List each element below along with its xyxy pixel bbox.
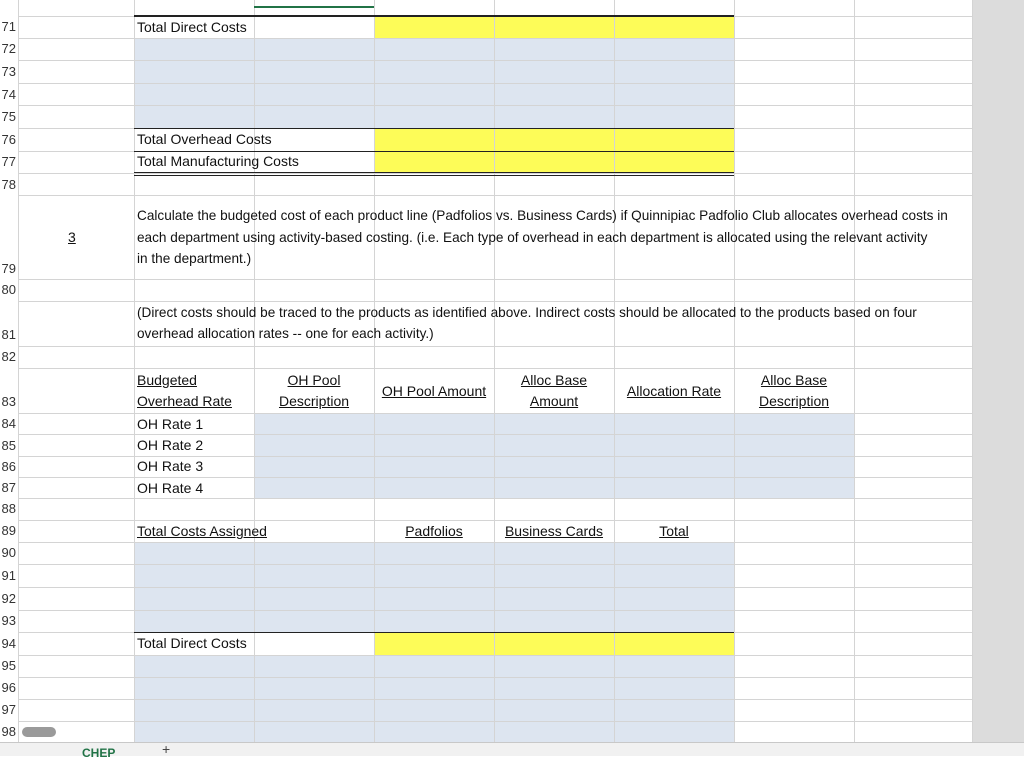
row-number[interactable]: 83 xyxy=(1,394,16,409)
row-number[interactable]: 82 xyxy=(1,349,16,364)
header-oh-pool-description-1: OH Pool xyxy=(287,372,341,388)
gridline xyxy=(18,195,972,196)
row-number[interactable]: 89 xyxy=(1,523,16,538)
row-number[interactable]: 73 xyxy=(1,64,16,79)
question-text-line-1: Calculate the budgeted cost of each product line (Padfolios vs. Business Cards) if Quinnipiac Padfolio Club allocates overhead costs in xyxy=(137,208,948,223)
header-oh-pool-amount: OH Pool Amount xyxy=(381,383,487,399)
row-number[interactable]: 94 xyxy=(1,636,16,651)
gridline xyxy=(18,346,972,347)
row-number[interactable]: 92 xyxy=(1,591,16,606)
double-underline-2 xyxy=(134,175,734,176)
double-underline-1 xyxy=(134,172,734,173)
row-number[interactable]: 71 xyxy=(1,19,16,34)
question-text-line-3: in the department.) xyxy=(137,251,252,266)
row-number[interactable]: 95 xyxy=(1,658,16,673)
note-line-1: (Direct costs should be traced to the products as identified above. Indirect costs should be allocated to the products based on four xyxy=(137,305,917,320)
header-alloc-base-description-2: Description xyxy=(758,393,830,409)
gridline xyxy=(18,38,972,39)
header-budgeted-overhead-rate-2: Overhead Rate xyxy=(137,393,232,409)
gridline xyxy=(18,60,972,61)
sheet-overflow-area xyxy=(973,0,1024,742)
row-number[interactable]: 79 xyxy=(1,261,16,276)
label-total-direct-costs-bottom: Total Direct Costs xyxy=(137,635,247,651)
gridline xyxy=(18,587,972,588)
row-number[interactable]: 81 xyxy=(1,327,16,342)
row-number[interactable]: 86 xyxy=(1,459,16,474)
row-number[interactable]: 97 xyxy=(1,702,16,717)
answer-cell-total-direct-costs-top[interactable] xyxy=(374,16,734,38)
header-alloc-base-amount-1: Alloc Base xyxy=(520,372,588,388)
gridline xyxy=(18,721,972,722)
oh-rate-2-label: OH Rate 2 xyxy=(137,437,204,453)
row-number[interactable]: 93 xyxy=(1,613,16,628)
oh-rate-3-label: OH Rate 3 xyxy=(137,458,204,474)
add-sheet-button[interactable]: + xyxy=(162,741,171,757)
answer-cell-total-manufacturing-costs[interactable] xyxy=(374,151,734,173)
question-text-line-2: each department using activity-based costing. (i.e. Each type of overhead in each department is allocated using the relevant activity xyxy=(137,230,928,245)
gridline xyxy=(18,564,972,565)
row-number[interactable]: 98 xyxy=(1,724,16,739)
row-number[interactable]: 72 xyxy=(1,41,16,56)
row-number[interactable]: 75 xyxy=(1,109,16,124)
row-number[interactable]: 88 xyxy=(1,501,16,516)
row-number[interactable]: 76 xyxy=(1,132,16,147)
row-number[interactable]: 84 xyxy=(1,416,16,431)
header-oh-pool-description-2: Description xyxy=(278,393,350,409)
answer-cell-total-overhead-costs[interactable] xyxy=(374,129,734,151)
gridline xyxy=(18,655,972,656)
horizontal-scrollbar-thumb[interactable] xyxy=(22,727,56,737)
question-number: 3 xyxy=(68,229,76,245)
gridline xyxy=(18,610,972,611)
label-total-overhead-costs: Total Overhead Costs xyxy=(137,131,272,147)
sheet-tab-chep[interactable]: CHEP xyxy=(82,746,116,760)
row-number[interactable]: 77 xyxy=(1,154,16,169)
header-total: Total xyxy=(659,523,689,539)
header-alloc-base-description-1: Alloc Base xyxy=(760,372,828,388)
gridline-col-h xyxy=(854,0,855,742)
gridline xyxy=(18,542,972,543)
gridline xyxy=(18,105,972,106)
header-alloc-base-amount-2: Amount xyxy=(529,393,579,409)
label-total-direct-costs: Total Direct Costs xyxy=(137,19,247,35)
gridline xyxy=(18,699,972,700)
oh-rate-4-label: OH Rate 4 xyxy=(137,480,204,496)
header-business-cards: Business Cards xyxy=(504,523,604,539)
active-cell-indicator xyxy=(254,6,374,8)
header-total-costs-assigned: Total Costs Assigned xyxy=(137,523,267,539)
oh-rate-1-label: OH Rate 1 xyxy=(137,416,204,432)
gridline xyxy=(18,83,972,84)
gridline xyxy=(18,279,972,280)
gridline-col-f xyxy=(614,0,615,742)
row-number[interactable]: 90 xyxy=(1,545,16,560)
row-number[interactable]: 78 xyxy=(1,177,16,192)
header-padfolios: Padfolios xyxy=(405,523,463,539)
label-total-manufacturing-costs: Total Manufacturing Costs xyxy=(137,153,299,169)
row-number[interactable]: 87 xyxy=(1,480,16,495)
gridline xyxy=(18,368,972,369)
answer-cell-total-direct-costs-bottom[interactable] xyxy=(374,633,734,655)
gridline xyxy=(18,677,972,678)
row-number[interactable]: 96 xyxy=(1,680,16,695)
header-budgeted-overhead-rate-1: Budgeted xyxy=(137,372,197,388)
row-number[interactable]: 91 xyxy=(1,568,16,583)
gridline-col-a xyxy=(18,0,19,742)
header-allocation-rate: Allocation Rate xyxy=(626,383,722,399)
gridline-col-d xyxy=(374,0,375,742)
gridline xyxy=(18,173,972,174)
row-number[interactable]: 85 xyxy=(1,438,16,453)
sheet-tab-bar xyxy=(0,741,1024,760)
note-line-2: overhead allocation rates -- one for each activity.) xyxy=(137,326,434,341)
row-number[interactable]: 80 xyxy=(1,282,16,297)
row-number[interactable]: 74 xyxy=(1,87,16,102)
gridline-col-b xyxy=(134,0,135,742)
